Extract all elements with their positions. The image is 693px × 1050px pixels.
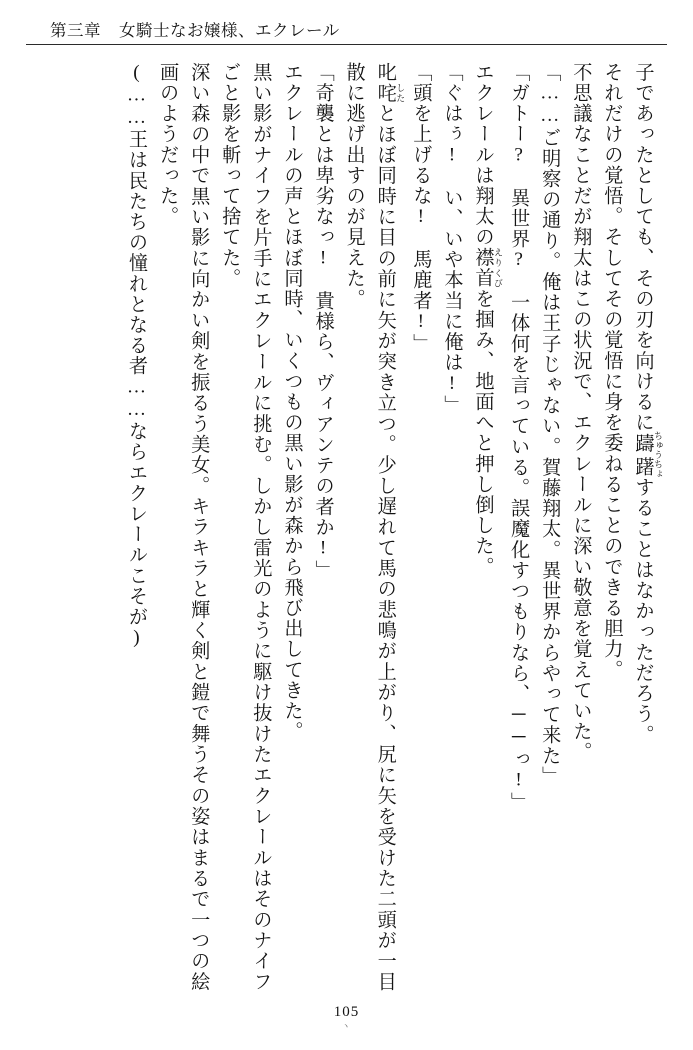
paragraph: 不思議なことだが翔太はこの状況で、エクレールに深い敬意を覚えていた。: [570, 62, 592, 763]
footer-mark: ヽ: [341, 1021, 352, 1031]
paragraph: 黒い影がナイフを片手にエクレールに挑む。しかし雷光のように駆け抜けたエクレールはそのナイフごと影を斬って捨てた。: [219, 62, 272, 992]
paragraph-dialogue: 「頭を上げるな! 馬鹿者!」: [410, 62, 432, 354]
paragraph: エクレールは翔太の襟首 えりくびを掴み、地面へと押し倒した。: [472, 62, 504, 578]
paragraph-dialogue: 「ぐはぅ! い、いや本当に俺は!」: [441, 62, 463, 416]
chapter-number: 第三章: [50, 21, 101, 40]
ruby-annotation: 襟首 えりくび: [472, 247, 504, 289]
ruby-annotation: 躊躇 ちゅうちょ: [632, 431, 663, 479]
paragraph-dialogue: 「……ご明察の通り。俺は王子じゃない。賀藤翔太。異世界からやって来た」: [539, 62, 561, 787]
chapter-title: 女騎士なお嬢様、エクレール: [119, 21, 340, 40]
page-footer: [0, 1004, 693, 1032]
paragraph: 子であったとしても、その刃を向けるに躊躇 ちゅうちょすることはなかっただろう。: [632, 62, 663, 745]
paragraph-monologue: (……王は民たちの憧れとなる者……ならエクレールこそが): [126, 62, 147, 650]
paragraph-dialogue: 「奇襲とは卑劣なっ! 貴様ら、ヴィアンテの者か!」: [312, 62, 334, 581]
paragraph: エクレールの声とほぼ同時、いくつもの黒い影が森から飛び出してきた。: [281, 62, 303, 742]
paragraph-dialogue: 「ガトー? 異世界? 一体何を言っている。誤魔化すつもりなら、──っ!」: [508, 62, 530, 813]
running-head: [50, 14, 643, 44]
page-number: 105: [333, 1004, 360, 1020]
paragraph: 深い森の中で黒い影に向かい剣を振るう美女。キラキラと輝く剣と鎧で舞うその姿はまるで一つの絵画のようだった。: [157, 62, 210, 992]
paragraph: それだけの覚悟。そしてその覚悟に身を委ねることのできる胆力。: [601, 62, 623, 680]
ruby-annotation: 咤 した: [374, 82, 406, 104]
header-divider: [26, 44, 667, 45]
body-text-area: [30, 62, 663, 992]
vertical-text-block: [30, 62, 663, 992]
paragraph: 叱咤 したとほぼ同時に目の前に矢が突き立つ。少し遅れて馬の悲鳴が上がり、尻に矢を受けた二頭が一目散に逃げ出すのが見えた。: [343, 62, 406, 992]
